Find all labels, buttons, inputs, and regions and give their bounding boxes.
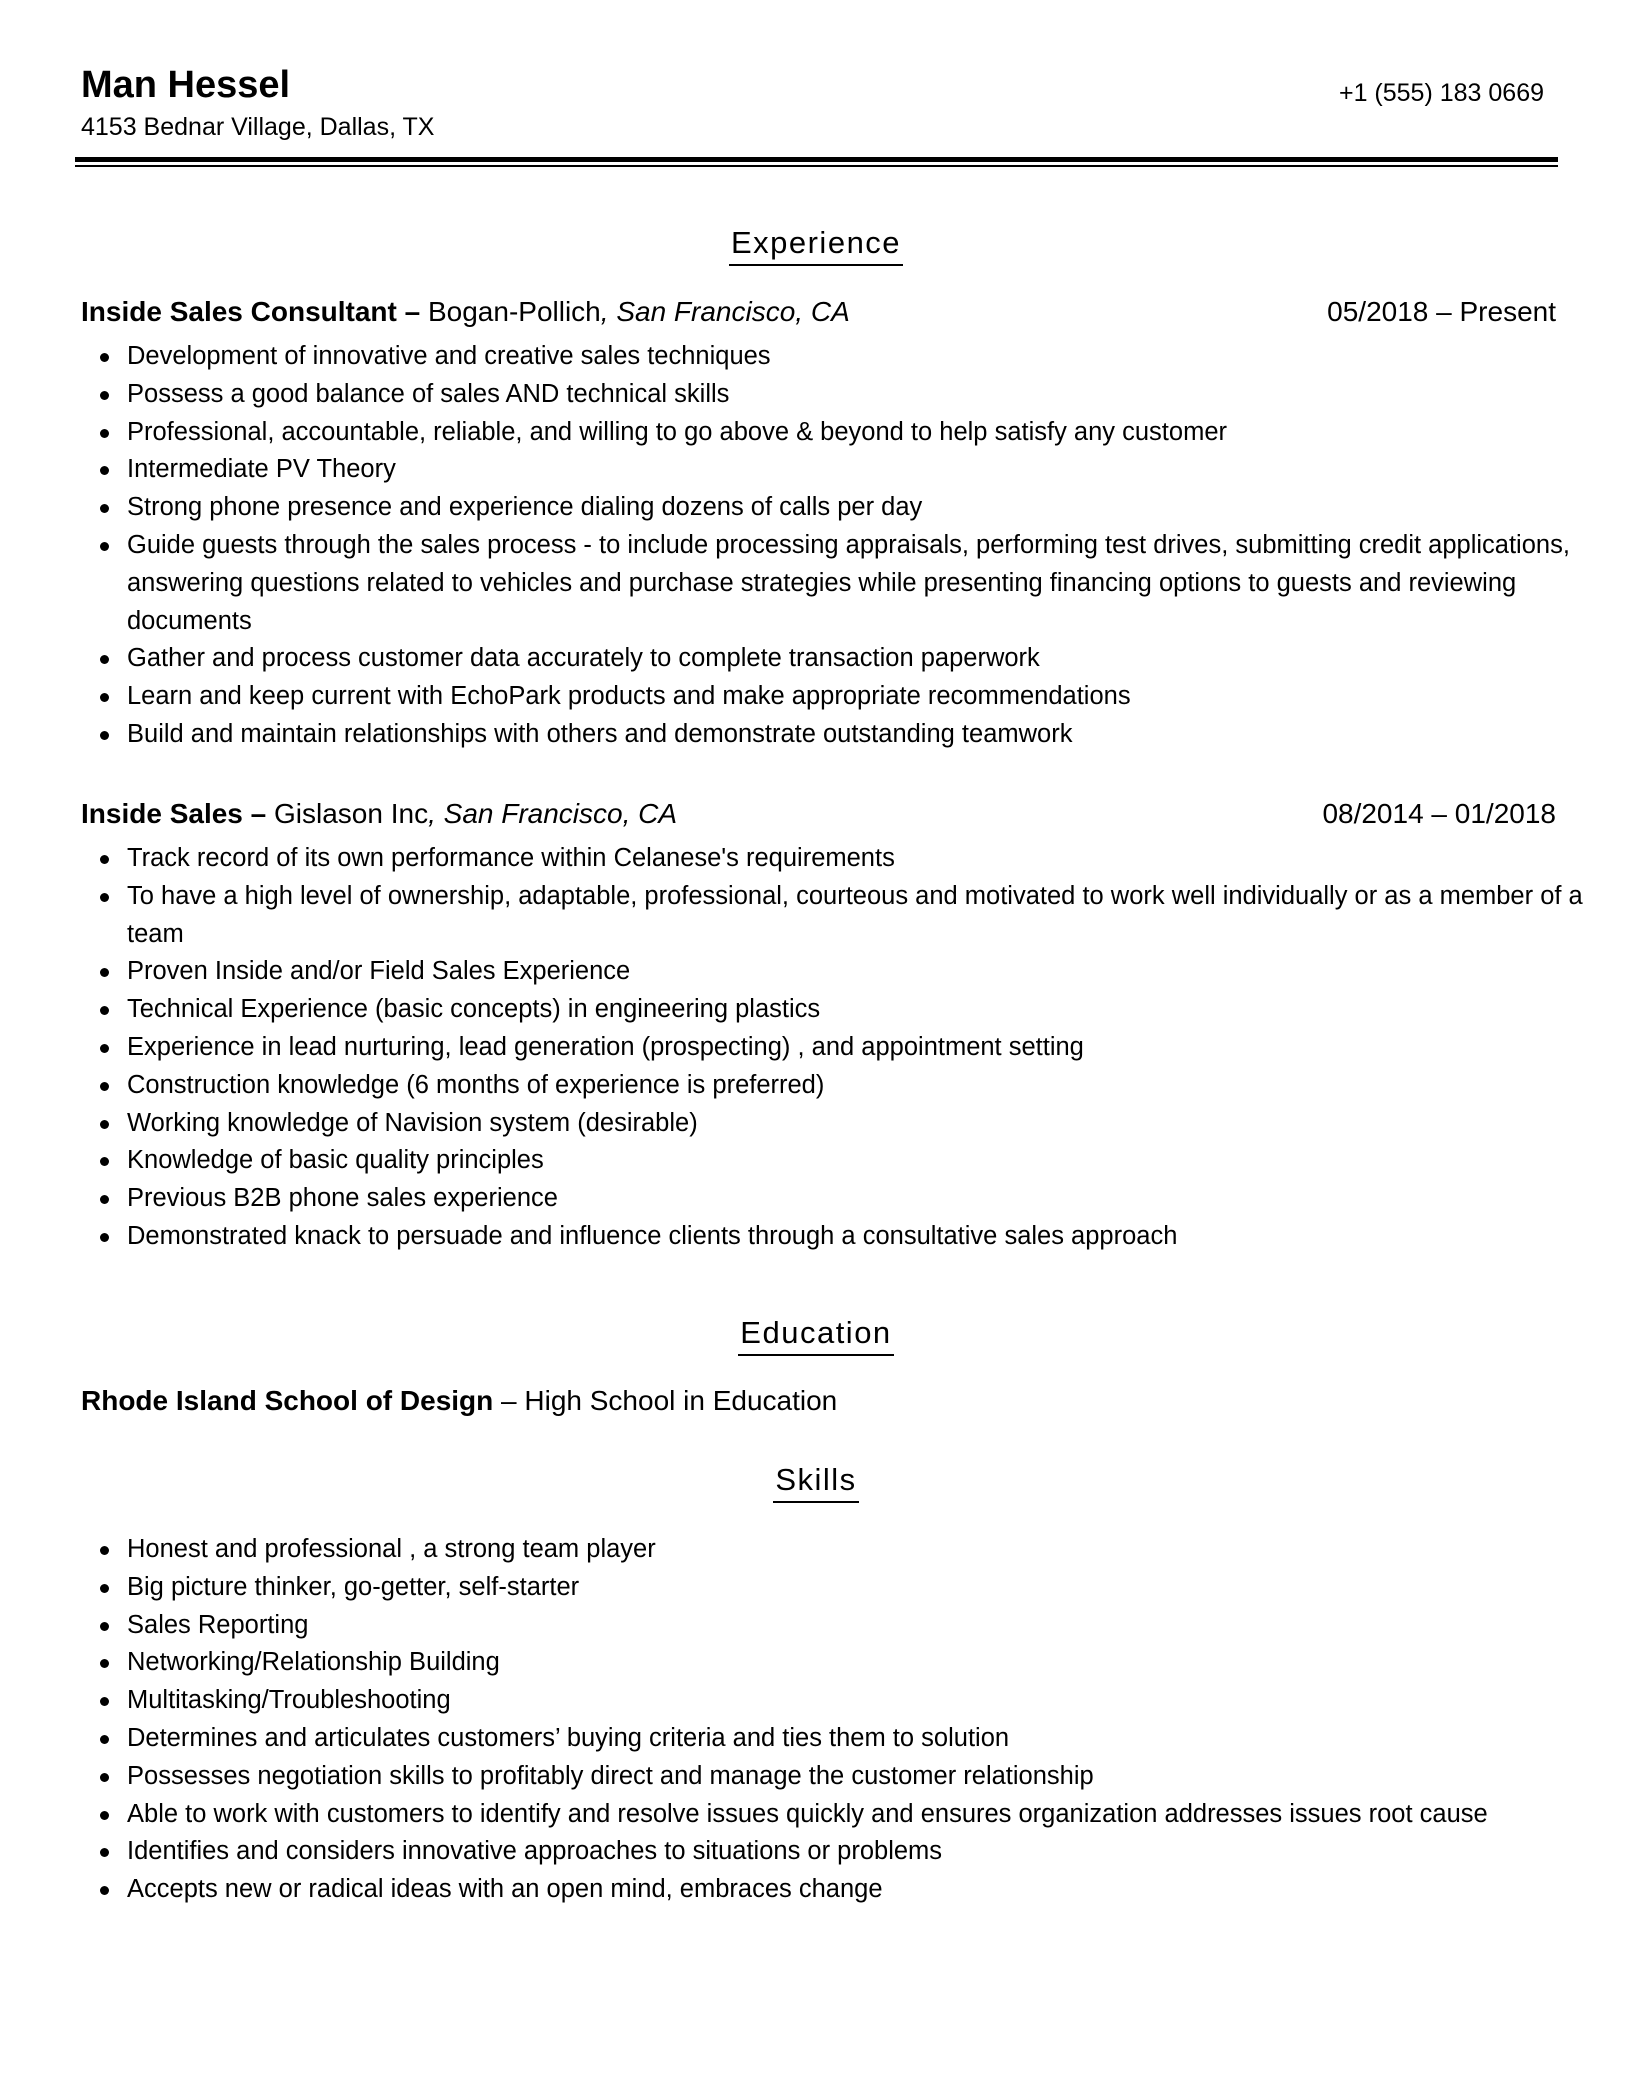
list-item: Knowledge of basic quality principles — [127, 1142, 1607, 1180]
list-item: Multitasking/Troubleshooting — [127, 1682, 1607, 1720]
resume-header — [81, 62, 1554, 142]
list-item: Identifies and considers innovative approaches to situations or problems — [127, 1833, 1607, 1871]
header-divider-thick — [75, 157, 1558, 162]
list-item: Networking/Relationship Building — [127, 1644, 1607, 1682]
list-item: Learn and keep current with EchoPark products and make appropriate recommendations — [127, 678, 1607, 716]
experience-heading-text: Experience — [729, 224, 903, 266]
education-school: Rhode Island School of Design — [81, 1385, 494, 1416]
education-heading-text: Education — [738, 1314, 893, 1356]
list-item: Proven Inside and/or Field Sales Experience — [127, 953, 1607, 991]
experience-heading — [0, 224, 1632, 266]
job-2-dates: 08/2014 – 01/2018 — [1322, 798, 1556, 829]
skills-bullets — [81, 1531, 1607, 1909]
job-1-header — [81, 295, 1556, 329]
list-item: Guide guests through the sales process - to include processing appraisals, performing test drives, submitting credit applications, answering questions related to vehicles and purchase strategies while presenting financing options to guests and reviewing documents — [127, 527, 1607, 640]
list-item: Possess a good balance of sales AND technical skills — [127, 376, 1607, 414]
job-1-bullets — [81, 338, 1607, 754]
list-item: Strong phone presence and experience dialing dozens of calls per day — [127, 489, 1607, 527]
list-item: Honest and professional , a strong team player — [127, 1531, 1607, 1569]
job-2-title: Inside Sales – — [81, 798, 267, 829]
list-item: Gather and process customer data accurately to complete transaction paperwork — [127, 640, 1607, 678]
list-item: Demonstrated knack to persuade and influence clients through a consultative sales approach — [127, 1218, 1607, 1256]
skills-heading — [0, 1461, 1632, 1503]
job-1-location: , San Francisco, CA — [600, 296, 850, 327]
list-item: Build and maintain relationships with others and demonstrate outstanding teamwork — [127, 716, 1607, 754]
job-2-company: Gislason Inc — [266, 798, 429, 829]
job-2-location: , San Francisco, CA — [428, 798, 678, 829]
skills-heading-text: Skills — [773, 1461, 858, 1503]
list-item: Technical Experience (basic concepts) in engineering plastics — [127, 991, 1607, 1029]
candidate-name: Man Hessel — [81, 64, 291, 106]
list-item: Sales Reporting — [127, 1607, 1607, 1645]
header-divider-thin — [75, 165, 1558, 167]
candidate-address: 4153 Bednar Village, Dallas, TX — [81, 113, 435, 141]
list-item: Experience in lead nurturing, lead generation (prospecting) , and appointment setting — [127, 1029, 1607, 1067]
job-2-header — [81, 797, 1556, 831]
list-item: Accepts new or radical ideas with an open mind, embraces change — [127, 1871, 1607, 1909]
list-item: Track record of its own performance within Celanese's requirements — [127, 840, 1607, 878]
list-item: Intermediate PV Theory — [127, 451, 1607, 489]
education-entry — [81, 1384, 837, 1418]
list-item: Big picture thinker, go-getter, self-starter — [127, 1569, 1607, 1607]
job-1-dates: 05/2018 – Present — [1327, 296, 1556, 327]
education-degree: – High School in Education — [493, 1385, 838, 1416]
list-item: Construction knowledge (6 months of experience is preferred) — [127, 1067, 1607, 1105]
list-item: Previous B2B phone sales experience — [127, 1180, 1607, 1218]
job-2-bullets — [81, 840, 1607, 1256]
list-item: Able to work with customers to identify and resolve issues quickly and ensures organization addresses issues root cause — [127, 1796, 1607, 1834]
list-item: Working knowledge of Navision system (desirable) — [127, 1105, 1607, 1143]
candidate-phone: +1 (555) 183 0669 — [1338, 79, 1544, 107]
list-item: Possesses negotiation skills to profitably direct and manage the customer relationship — [127, 1758, 1607, 1796]
job-1-company: Bogan-Pollich — [420, 296, 601, 327]
list-item: To have a high level of ownership, adaptable, professional, courteous and motivated to work well individually or as a member of a team — [127, 878, 1607, 954]
job-1-title: Inside Sales Consultant – — [81, 296, 421, 327]
list-item: Determines and articulates customers’ buying criteria and ties them to solution — [127, 1720, 1607, 1758]
education-heading — [0, 1314, 1632, 1356]
list-item: Development of innovative and creative sales techniques — [127, 338, 1607, 376]
list-item: Professional, accountable, reliable, and willing to go above & beyond to help satisfy any customer — [127, 414, 1607, 452]
